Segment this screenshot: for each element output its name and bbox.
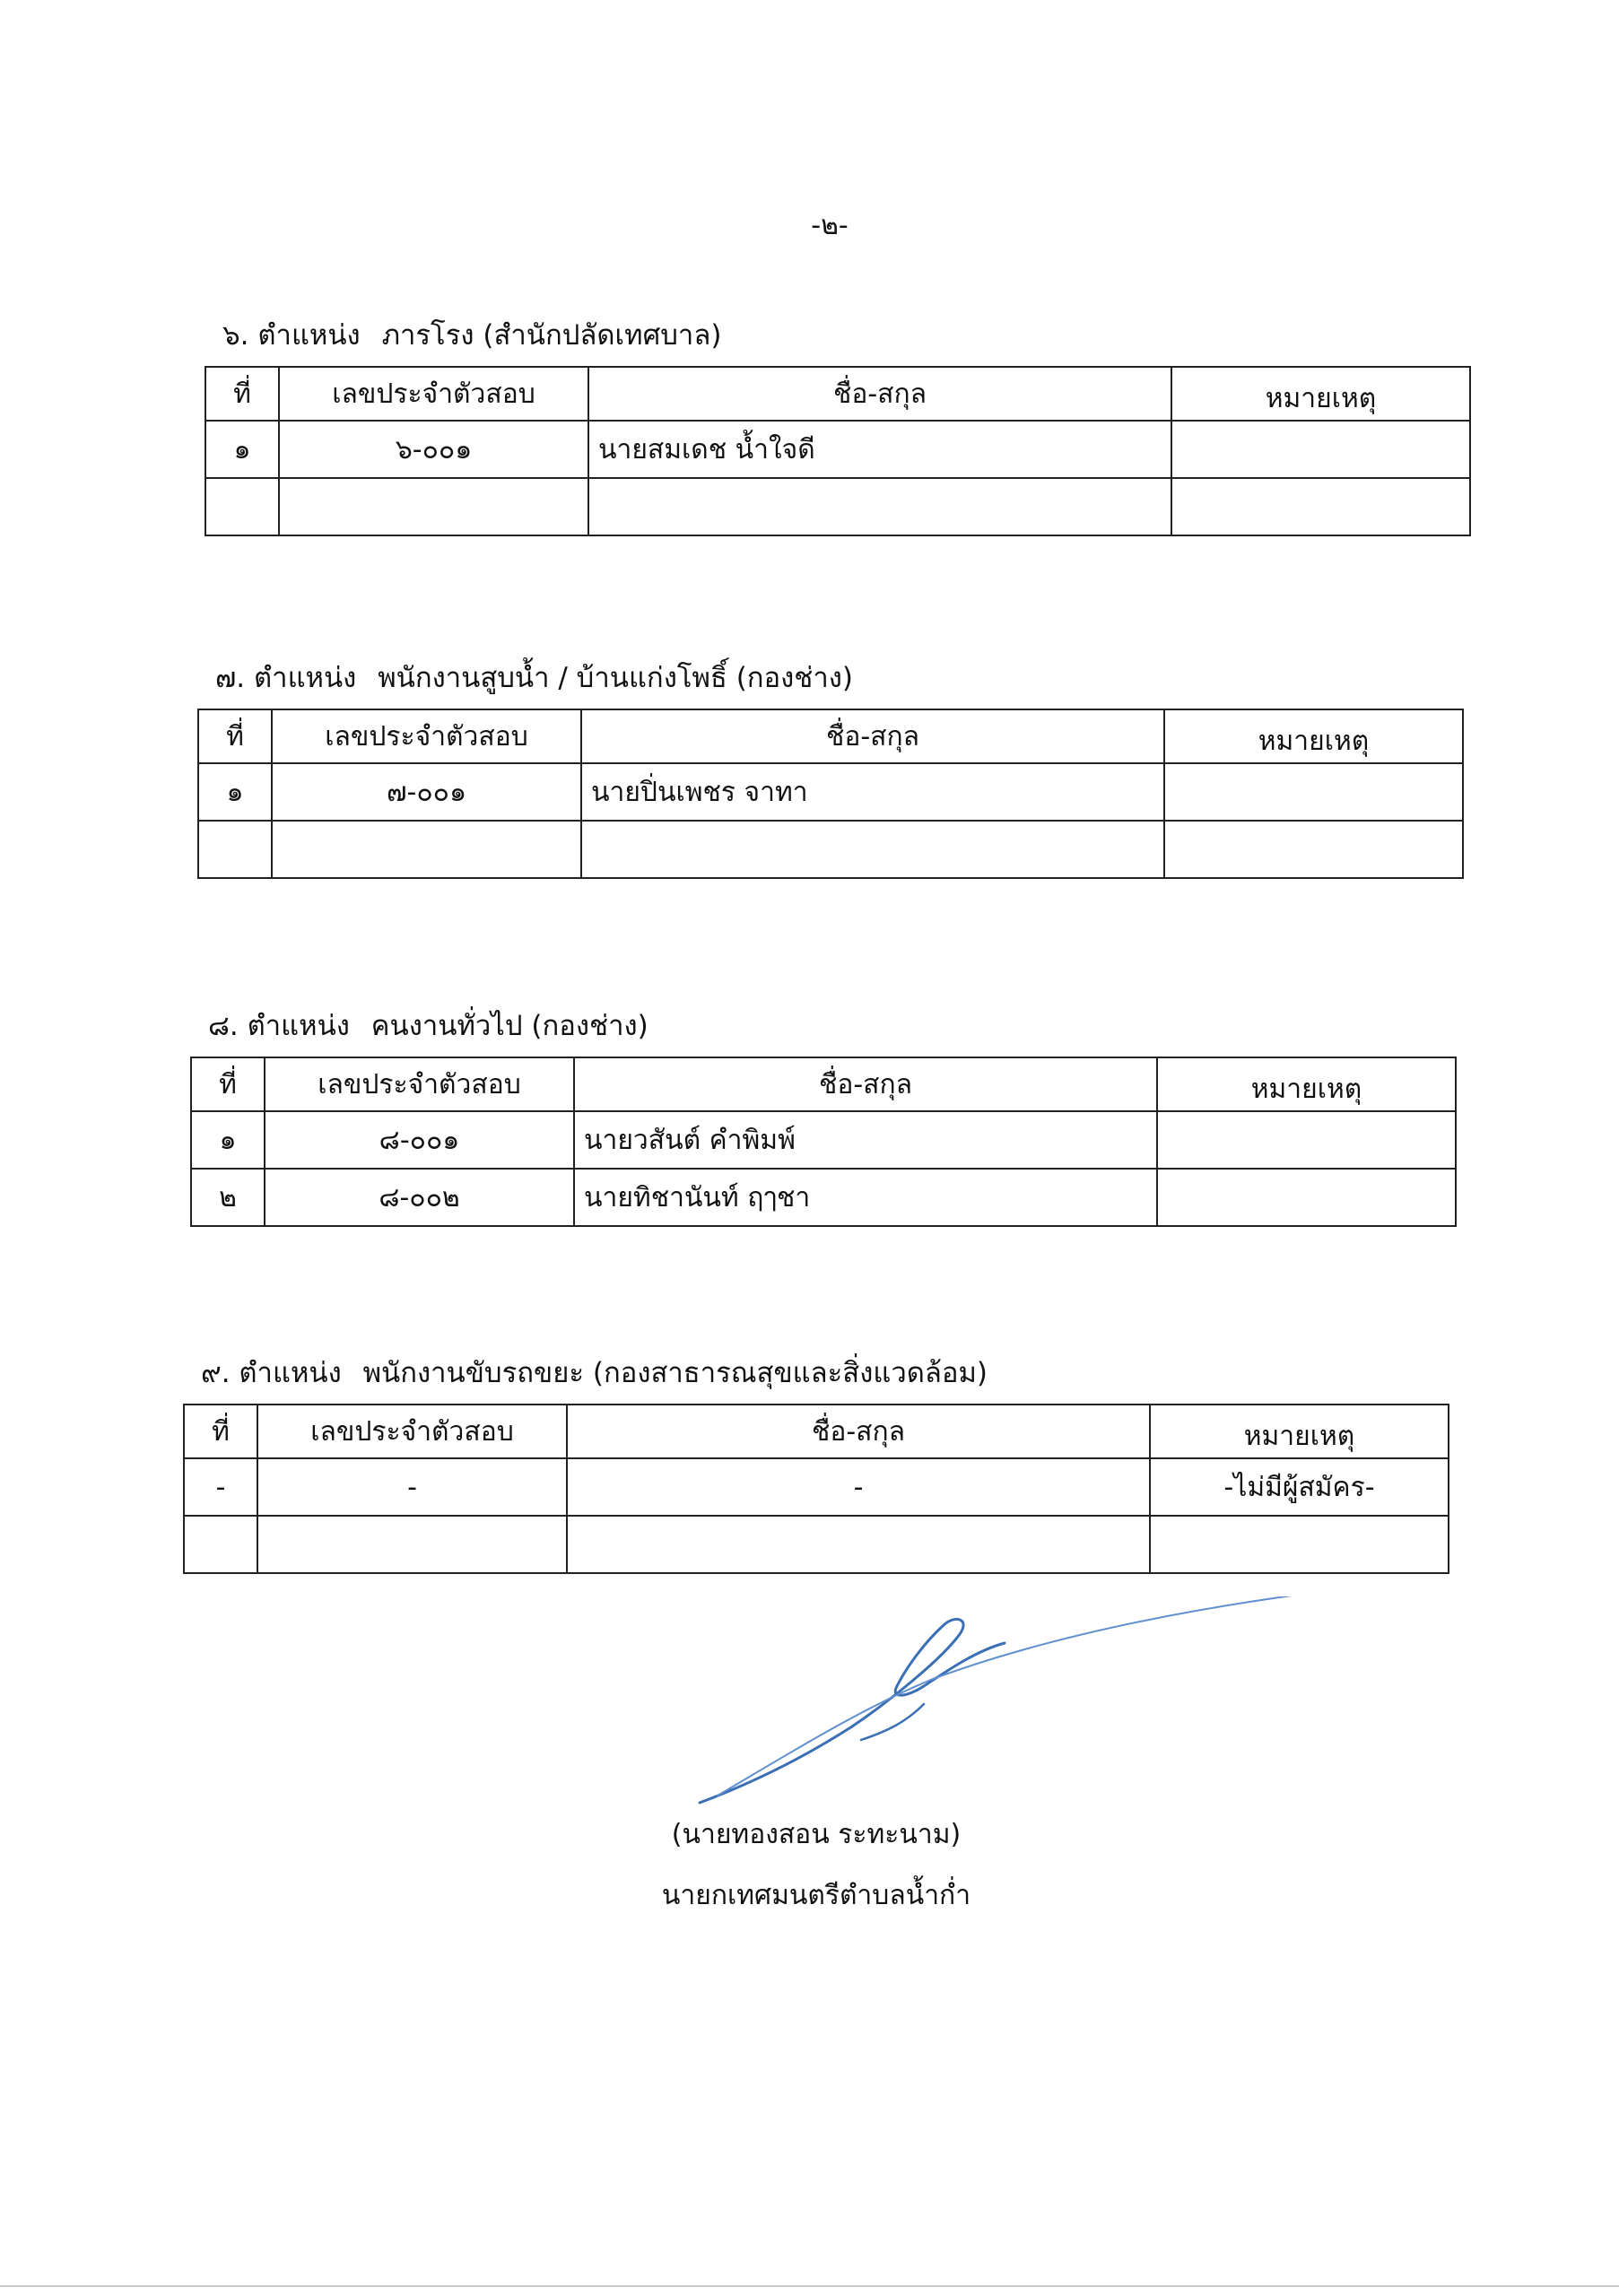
cell-name [567, 1516, 1150, 1573]
cell-no [198, 821, 272, 878]
cell-exam-id: ๘-๐๐๑ [265, 1111, 574, 1169]
page-number: -๒- [811, 210, 849, 241]
header-exam-id: เลขประจำตัวสอบ [257, 1405, 567, 1458]
header-name: ชื่อ-สกุล [567, 1405, 1150, 1458]
table-header-row [198, 709, 1463, 763]
table-header-row [191, 1057, 1456, 1111]
cell-note [1150, 1516, 1449, 1573]
header-name: ชื่อ-สกุล [574, 1057, 1157, 1111]
section-number: ๘. [208, 1010, 239, 1042]
section-label: ตำแหน่ง [247, 1010, 350, 1042]
cell-no: ๑ [205, 421, 279, 478]
header-name: ชื่อ-สกุล [581, 709, 1164, 763]
section-title [208, 1003, 1457, 1048]
cell-note [1171, 421, 1470, 478]
section-label: ตำแหน่ง [254, 662, 357, 694]
cell-name: นายทิชานันท์ ฤๅชา [574, 1169, 1157, 1226]
table-header-row [205, 367, 1470, 421]
section-label: ตำแหน่ง [239, 1357, 342, 1389]
cell-name: นายวสันต์ คำพิมพ์ [574, 1111, 1157, 1169]
cell-exam-id: ๘-๐๐๒ [265, 1169, 574, 1226]
section-number: ๖. [222, 319, 249, 352]
cell-note [1164, 763, 1463, 821]
header-name: ชื่อ-สกุล [588, 367, 1171, 421]
cell-exam-id: ๖-๐๐๑ [279, 421, 588, 478]
section-9 [183, 1350, 1449, 1574]
cell-note [1164, 821, 1463, 878]
table-row [198, 821, 1463, 878]
header-no: ที่ [191, 1057, 265, 1111]
cell-note: -ไม่มีผู้สมัคร- [1150, 1458, 1449, 1516]
section-title [201, 1350, 1449, 1395]
header-note: หมายเหตุ [1164, 709, 1463, 763]
section-title [222, 312, 1471, 357]
header-note: หมายเหตุ [1150, 1405, 1449, 1458]
section-number: ๗. [215, 662, 246, 694]
section-6 [205, 312, 1471, 536]
table-row [191, 1111, 1456, 1169]
cell-note [1157, 1169, 1456, 1226]
section-position: พนักงานขับรถขยะ (กองสาธารณสุขและสิ่งแวดล้อม) [362, 1357, 988, 1389]
signatory-name: (นายทองสอน ระทะนาม) [671, 1819, 962, 1850]
table-header-row [184, 1405, 1449, 1458]
header-exam-id: เลขประจำตัวสอบ [279, 367, 588, 421]
page-edge-line [0, 2285, 1619, 2287]
cell-no: ๑ [198, 763, 272, 821]
table-row [184, 1458, 1449, 1516]
roster-table [197, 709, 1464, 879]
cell-no: ๒ [191, 1169, 265, 1226]
header-note: หมายเหตุ [1157, 1057, 1456, 1111]
section-number: ๙. [201, 1357, 231, 1389]
header-exam-id: เลขประจำตัวสอบ [265, 1057, 574, 1111]
section-8 [190, 1003, 1457, 1227]
section-7 [197, 655, 1464, 879]
cell-no [184, 1516, 257, 1573]
roster-table [205, 366, 1471, 536]
cell-exam-id [279, 478, 588, 535]
table-row [191, 1169, 1456, 1226]
cell-exam-id: - [257, 1458, 567, 1516]
signatory-title: นายกเทศมนตรีตำบลน้ำก่ำ [661, 1880, 971, 1911]
cell-no [205, 478, 279, 535]
cell-name [581, 821, 1164, 878]
cell-name: นายปิ่นเพชร จาทา [581, 763, 1164, 821]
cell-no: - [184, 1458, 257, 1516]
cell-name [588, 478, 1171, 535]
cell-name: - [567, 1458, 1150, 1516]
section-position: พนักงานสูบน้ำ / บ้านแก่งโพธิ์ (กองช่าง) [378, 662, 853, 694]
header-no: ที่ [205, 367, 279, 421]
cell-note [1157, 1111, 1456, 1169]
cell-exam-id [257, 1516, 567, 1573]
cell-exam-id [272, 821, 581, 878]
cell-name: นายสมเดช น้ำใจดี [588, 421, 1171, 478]
cell-no: ๑ [191, 1111, 265, 1169]
signature-scribble [682, 1596, 1327, 1830]
section-label: ตำแหน่ง [257, 319, 361, 352]
roster-table [190, 1057, 1457, 1227]
table-row [184, 1516, 1449, 1573]
section-title [215, 655, 1464, 700]
table-row [205, 478, 1470, 535]
header-no: ที่ [198, 709, 272, 763]
section-position: คนงานทั่วไป (กองช่าง) [370, 1010, 648, 1042]
header-no: ที่ [184, 1405, 257, 1458]
table-row [205, 421, 1470, 478]
table-row [198, 763, 1463, 821]
cell-note [1171, 478, 1470, 535]
cell-exam-id: ๗-๐๐๑ [272, 763, 581, 821]
section-position: ภารโรง (สำนักปลัดเทศบาล) [381, 319, 722, 352]
header-exam-id: เลขประจำตัวสอบ [272, 709, 581, 763]
roster-table [183, 1404, 1449, 1574]
header-note: หมายเหตุ [1171, 367, 1470, 421]
